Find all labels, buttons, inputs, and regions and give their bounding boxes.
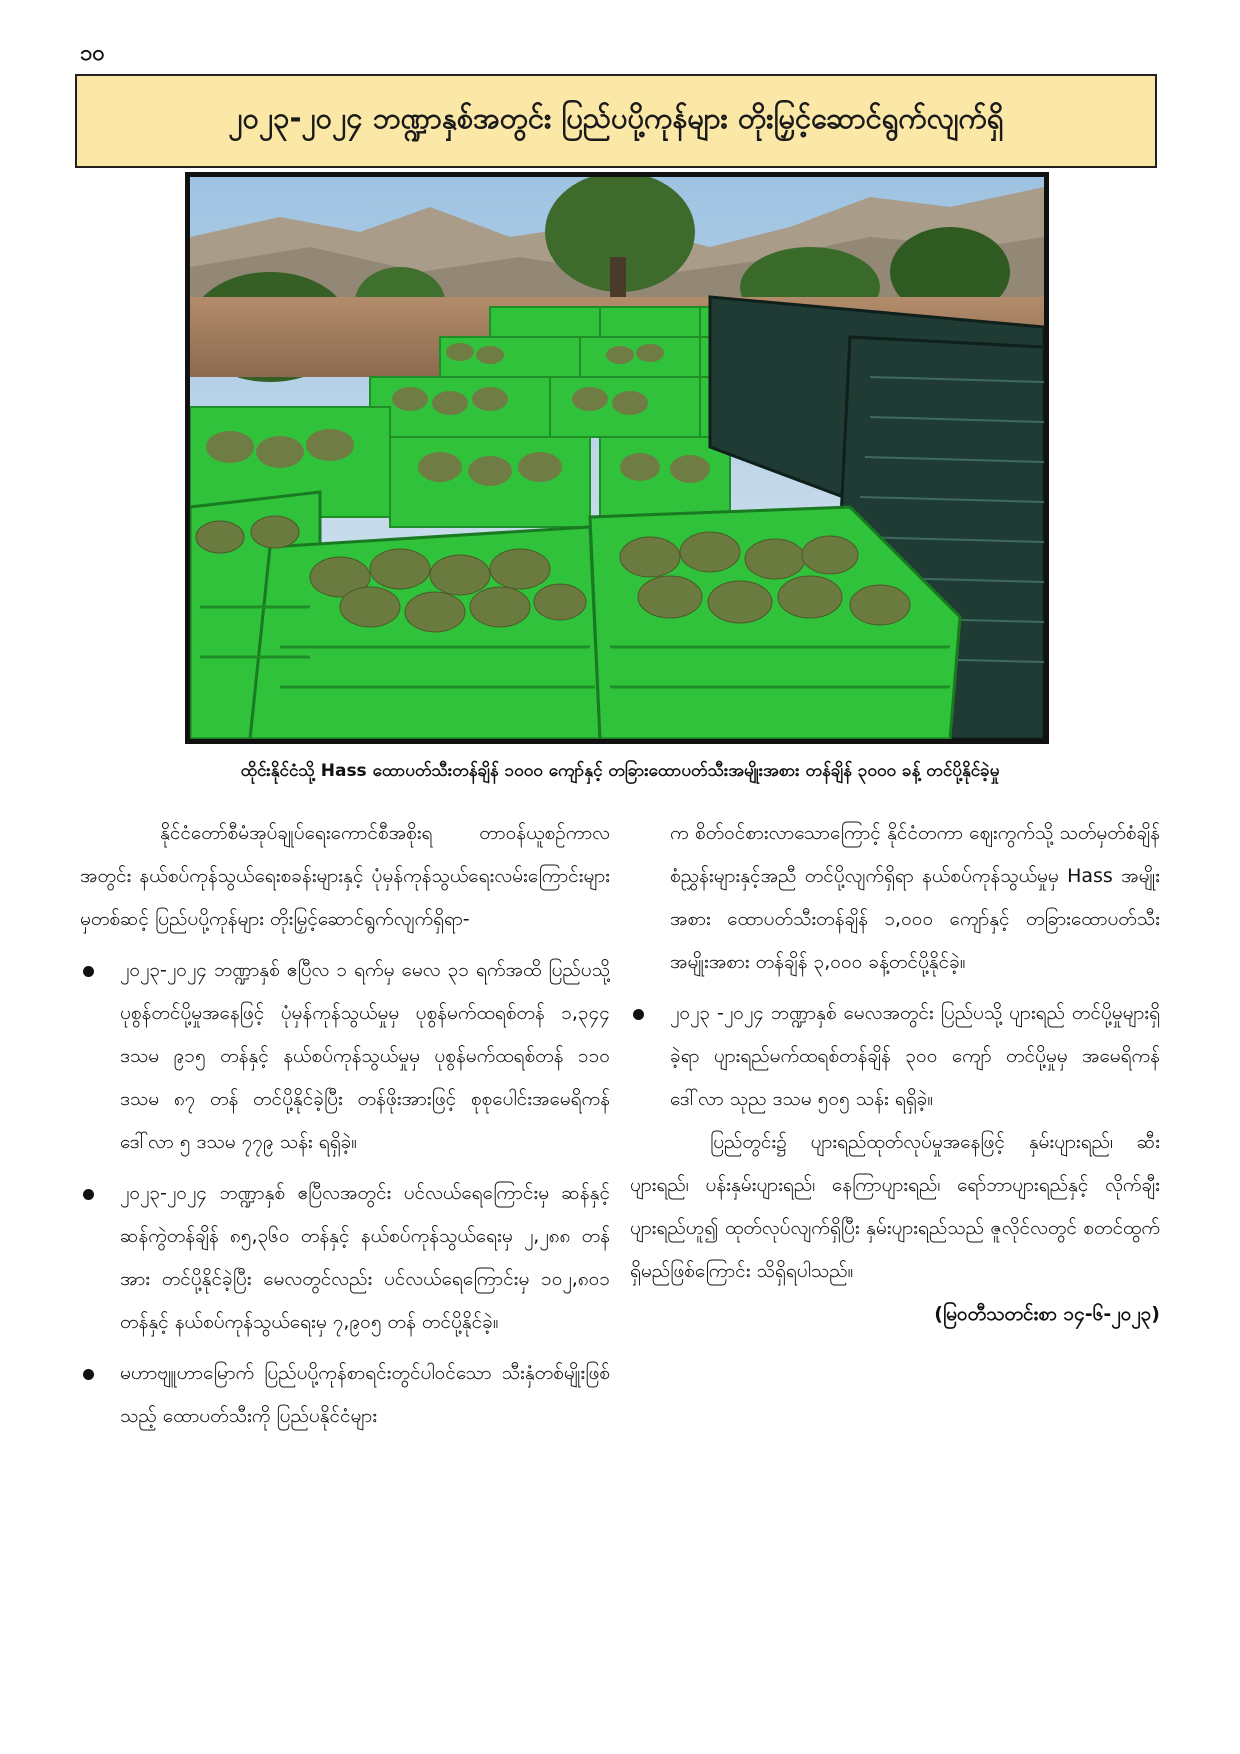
source-citation: (မြဝတီသတင်းစာ ၁၄-၆-၂၀၂၃) bbox=[934, 1303, 1160, 1325]
list-item: ၂၀၂၃-၂၀၂၄ ဘဏ္ဍာနှစ် ဧပြီလအတွင်း ပင်လယ်ရေကြောင်းမှ ဆန်နှင့်ဆန်ကွဲတန်ချိန် ၈၅,၃၆၀ တန်နှင့် နယ်စပ်ကုန်သွယ်ရေးမှ ၂,၂၈၈ တန်အား တင်ပို့နိုင်ခဲ့ပြီး မေလတွင်လည်း ပင်လယ်ရေကြောင်းမှ ၁၀၂,၈၀၁ တန်နှင့် နယ်စပ်ကုန်သွယ်ရေးမှ ၇,၉၀၅ တန် တင်ပို့နိုင်ခဲ့။ bbox=[80, 1172, 610, 1344]
intro-paragraph: နိုင်ငံတော်စီမံအုပ်ချုပ်ရေးကောင်စီအစိုးရ တာဝန်ယူစဉ်ကာလအတွင်း နယ်စပ်ကုန်သွယ်ရေးစခန်းများနှင့် ပုံမှန်ကုန်သွယ်ရေးလမ်းကြောင်းများမှတစ်ဆင့် ပြည်ပပို့ကုန်များ တိုးမြှင့်ဆောင်ရွက်လျက်ရှိရာ- bbox=[80, 822, 610, 930]
list-item: ၂၀၂၃ -၂၀၂၄ ဘဏ္ဍာနှစ် မေလအတွင်း ပြည်ပသို့ ပျားရည် တင်ပို့မှုများရှိခဲ့ရာ ပျားရည်မက်ထရစ်တန်ချိန် ၃၀၀ ကျော် တင်ပို့မှုမှ အမေရိကန်ဒေါ်လာ သုည ဒသမ ၅၀၅ သန်း ရရှိခဲ့။ bbox=[630, 992, 1160, 1121]
page-number: ၁၀ bbox=[80, 41, 105, 66]
left-bullet-list bbox=[80, 949, 610, 1438]
photo-illustration bbox=[190, 177, 1044, 739]
photo-caption: ထိုင်းနိုင်ငံသို့ Hass ထောပတ်သီးတန်ချိန် ၁၀၀၀ ကျော်နှင့် တခြားထောပတ်သီးအမျိုးအစား တန်ချိန် ၃၀၀၀ ခန့် တင်ပို့နိုင်ခဲ့မှု bbox=[240, 761, 1000, 781]
list-item: ၂၀၂၃-၂၀၂၄ ဘဏ္ဍာနှစ် ဧပြီလ ၁ ရက်မှ မေလ ၃၁ ရက်အထိ ပြည်ပသို့ ပုစွန်တင်ပို့မှုအနေဖြင့် ပုံမှန်ကုန်သွယ်မှုမှ ပုစွန်မက်ထရစ်တန် ၁,၃၄၄ ဒသမ ၉၁၅ တန်နှင့် နယ်စပ်ကုန်သွယ်မှုမှ ပုစွန်မက်ထရစ်တန် ၁၁၀ ဒသမ ၈၇ တန် တင်ပို့နိုင်ခဲ့ပြီး တန်ဖိုးအားဖြင့် စုစုပေါင်းအမေရိကန်ဒေါ်လာ ၅ ဒသမ ၇၇၉ သန်း ရရှိခဲ့။ bbox=[80, 949, 610, 1164]
right-bullet-list bbox=[630, 992, 1160, 1121]
list-item: မဟာဗျူဟာမြောက် ပြည်ပပို့ကုန်စာရင်းတွင်ပါဝင်သော သီးနှံတစ်မျိုးဖြစ်သည့် ထောပတ်သီးကို ပြည်ပနိုင်ငံများ bbox=[80, 1352, 610, 1438]
closing-paragraph: ပြည်တွင်း၌ ပျားရည်ထုတ်လုပ်မှုအနေဖြင့် နှမ်းပျားရည်၊ ဆီးပျားရည်၊ ပန်းနှမ်းပျားရည်၊ နေကြာပျားရည်၊ ရော်ဘာပျားရည်နှင့် လိုက်ချီးပျားရည်ဟူ၍ ထုတ်လုပ်လျက်ရှိပြီး နှမ်းပျားရည်သည် ဇူလိုင်လတွင် စတင်ထွက်ရှိမည်ဖြစ်ကြောင်း သိရှိရပါသည်။ bbox=[630, 1131, 1160, 1282]
page-title: ၂၀၂၃-၂၀၂၄ ဘဏ္ဍာနှစ်အတွင်း ပြည်ပပို့ကုန်များ တိုးမြှင့်ဆောင်ရွက်လျက်ရှိ bbox=[228, 100, 1004, 135]
headline-box bbox=[75, 74, 1157, 168]
right-column bbox=[630, 812, 1160, 1336]
avocado-crates-photo bbox=[185, 172, 1049, 744]
continuation-paragraph: က စိတ်ဝင်စားလာသောကြောင့် နိုင်ငံတကာ ဈေးကွက်သို့ သတ်မှတ်စံချိန်စံညွှန်းများနှင့်အညီ တင်ပို့လျက်ရှိရာ နယ်စပ်ကုန်သွယ်မှုမှ Hass အမျိုးအစား ထောပတ်သီးတန်ချိန် ၁,၀၀၀ ကျော်နှင့် တခြားထောပတ်သီး အမျိုးအစား တန်ချိန် ၃,၀၀၀ ခန့်တင်ပို့နိုင်ခဲ့။ bbox=[670, 822, 1160, 973]
left-column bbox=[80, 812, 610, 1438]
